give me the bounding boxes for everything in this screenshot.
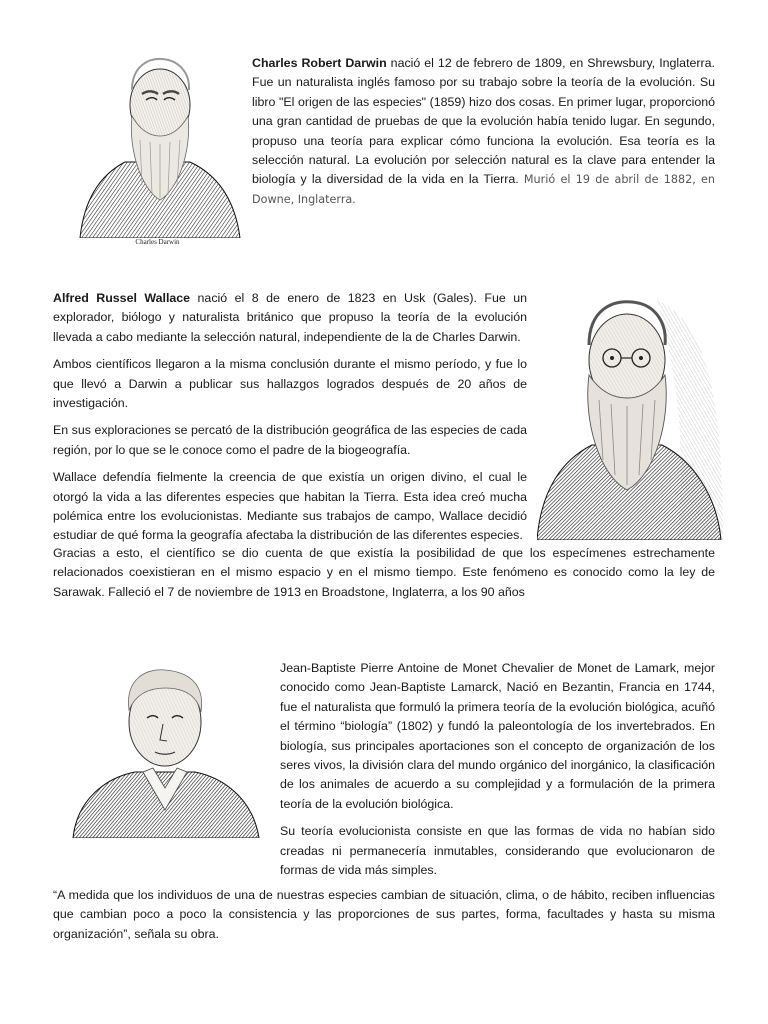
wallace-text-1: nació el 8 de enero de 1823 en Usk (Gales). Fue un explorador, biólogo y naturalista británico que propuso la teoría de la evolución llevada a cabo mediante la selección natural, independiente de la de Charles Darwin. [53,291,527,344]
lamarck-section [280,659,715,888]
lamarck-paragraph-1: Jean-Baptiste Pierre Antoine de Monet Chevalier de Monet de Lamark, mejor conocido como Jean-Baptiste Lamarck, Nació en Bezantin, Francia en 1744, fue el naturalista que formuló la primera teoría de la evolución biológica, acuñó el término “biología” (1802) y fundó la paleontología de los invertebrados. En biología, sus principales aportaciones son el concepto de organización de los seres vivos, la división clara del mundo orgánico del inorgánico, la clasificación de los animales de acuerdo a su complejidad y a formulación de la primera teoría de la evolución biológica. [280,661,715,811]
darwin-engraving [70,50,245,238]
lamarck-quote: “A medida que los individuos de una de nuestras especies cambian de situación, clima, o de hábito, reciben influencias que cambian poco a poco la consistencia y las proporciones de sus partes, forma, facultades y hasta su misma organización”, señala su obra. [53,888,715,941]
wallace-section [53,289,527,546]
wallace-name: Alfred Russel Wallace [53,291,191,305]
wallace-portrait [537,290,723,540]
wallace-engraving [537,290,723,540]
wallace-paragraph-3: En sus exploraciones se percató de la distribución geográfica de las especies de cada región, por lo que se le conoce como el padre de la biogeografía. [53,423,527,457]
darwin-paragraph [252,54,715,217]
darwin-text: nació el 12 de febrero de 1809, en Shrewsbury, Inglaterra. Fue un naturalista inglés famoso por su trabajo sobre la teoría de la evolución. Su libro "El origen de las especies" (1859) hizo dos cosas. En primer lugar, proporcionó una gran cantidad de pruebas de que la evolución había tenido lugar. En segundo, propuso una teoría para explicar cómo funciona la evolución. Esa teoría es la selección natural. La evolución por selección natural es la clave para entender la biología y la diversidad de la vida en la Tierra. [252,56,715,187]
wallace-paragraph-4b: Gracias a esto, el científico se dio cuenta de que existía la posibilidad de que los especímenes estrechamente relacionados coexistieran en el mismo espacio y en el mismo tiempo. Este fenómeno es conocido como la ley de Sarawak. Falleció el 7 de noviembre de 1913 en Broadstone, Inglaterra, a los 90 años [53,546,715,599]
wallace-paragraph-2: Ambos científicos llegaron a la misma conclusión durante el mismo período, y fue lo que llevó a Darwin a publicar sus hallazgos logrados después de 20 años de investigación. [53,357,527,411]
lamarck-paragraph-2: Su teoría evolucionista consiste en que las formas de vida no habían sido creadas ni permanecería inmutables, considerando que evolucionaron de formas de vida más simples. [280,824,715,878]
lamarck-portrait [65,660,265,838]
darwin-death: Murió el 19 de abril de 1882, en Downe, Inglaterra. [252,173,715,206]
wallace-paragraph-4a: Wallace defendía fielmente la creencia de que existía un origen divino, el cual le otorgó la vida a las diferentes especies que habitan la Tierra. Esta idea creó mucha polémica entre los evolucionistas. Mediante sus trabajos de campo, Wallace decidió estudiar de qué forma la geografía afectaba la distribución de las diferentes especies. [53,470,527,543]
darwin-name: Charles Robert Darwin [252,56,387,70]
darwin-portrait [70,50,245,250]
lamarck-engraving [65,660,265,838]
darwin-caption: Charles Darwin [135,238,180,246]
wallace-paragraph-1 [53,289,527,347]
